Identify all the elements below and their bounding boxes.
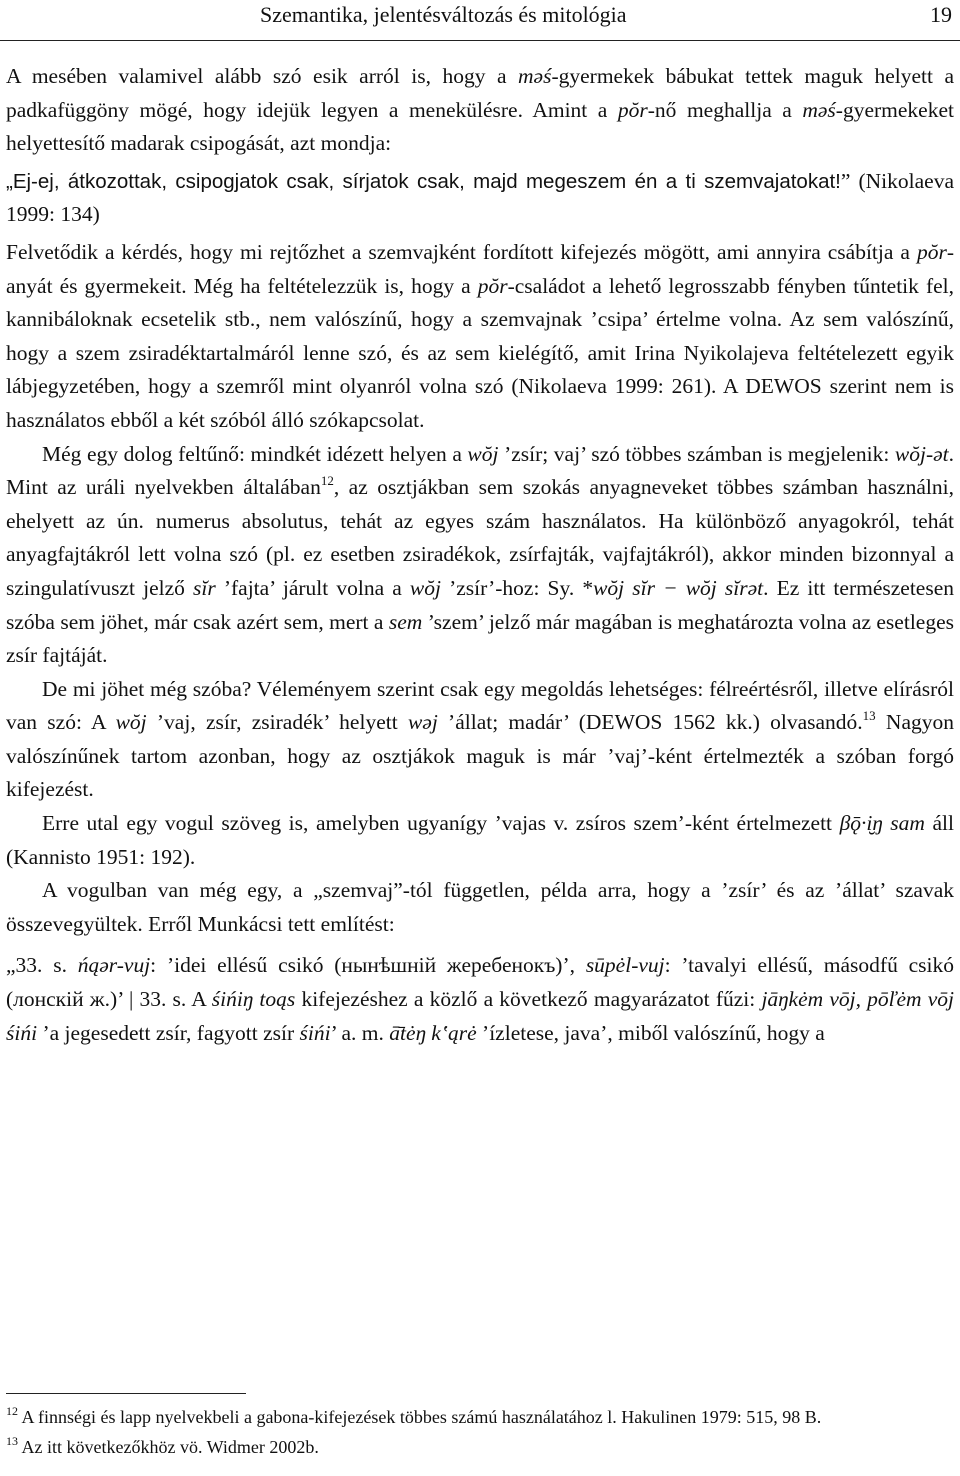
footnote-ref-12: 12: [320, 473, 334, 489]
footnote-13: $^{13}$ Az itt következőkhöz vö. Widmer 2002b.: [6, 1434, 319, 1457]
footnote-12: $^{12}$ A finnségi és lapp nyelvekbeli a gabona-kifejezések többes számú használatához l. Hakulinen 1979: 515, 98 B.: [6, 1404, 822, 1427]
page-number: 19: [930, 2, 952, 27]
footnote-marker-12: 12: [6, 1404, 18, 1418]
paragraph-6: Erre utal egy vogul szöveg is, amelyben ugyanígy ’vajas v. zsíros szem’-ként értelmezett βǭ·i̮ŋ sam áll (Kannisto 1951: 192).: [6, 811, 954, 869]
paragraph-7: A vogulban van még egy, a „szemvaj”-tól független, példa arra, hogy a ’zsír’ és az ’állat’ szavak összevegyültek. Erről Munkácsi tett említést:: [6, 878, 954, 936]
running-title: Szemantika, jelentésváltozás és mitológia: [260, 2, 627, 27]
paragraph-1: A mesében valamivel alább szó esik arról is, hogy a məś-gyermekek bábukat tettek maguk helyett a padkafüggöny mögé, hogy idejük legyen a menekülésre. Amint a pŏr-nő meghallja a məś-gyermekeket helyettesítő madarak csipogását, azt mondja:: [6, 64, 954, 156]
running-header: [0, 0, 960, 41]
quotation-nikolaeva: „Ej-ej, átkozottak, csipogjatok csak, sírjatok csak, majd megeszem én a ti szemvajatokat!” (Nikolaeva 1999: 134): [6, 168, 954, 227]
footnote-ref-13: 13: [862, 708, 876, 724]
paragraph-5: De mi jöhet még szóba? Véleményem szerint csak egy megoldás lehetséges: félreértésről, illetve elírásról van szó: A wŏj ’vaj, zsír, zsiradék’ helyett wəj ’állat; madár’ (DEWOS 1562 kk.) olvasandó.$^{13}$ Nagyon valószínűnek tartom azonban, hogy az osztjákok maguk is már ’vaj’-ként értelmezték a szóban forgó kifejezést.: [6, 676, 954, 802]
quotation-munkacsi: „33. s. ńąər-vuj: ’idei ellésű csikó (нынѣшнiй жеребенокъ)’, sūpėl-vuj: ’tavalyi ellésű, másodfű csikó (лонскiй ж.)’ | 33. s. A śińiŋ toąs kifejezéshez a közlő a következő magyarázatot fűzi: jāŋkėm vōj, pōľėm vōj śińi ’a jegesedett zsír, fagyott zsír śińi’ a. m. ā̄tėŋ kʽąrė ’ízletese, java’, miből valószínű, hogy a: [6, 953, 955, 1045]
footnote-marker-13: 13: [6, 1434, 18, 1448]
paragraph-4: Még egy dolog feltűnő: mindkét idézett helyen a wŏj ’zsír; vaj’ szó többes számban is megjelenik: wŏj-ət. Mint az uráli nyelvekben általában$^{12}$, az osztjákban sem szokás anyagneveket többes számban használni, ehelyett az ún. numerus absolutus, tehát az egyes szám használatos. Ha különböző anyagokról, tehát anyagfajtákról lett volna szó (pl. ez esetben zsiradékok, zsírfajták, vajfajtákról), akkor minden bizonnyal a szingulatívuszt jelző sĭr ’fajta’ járult volna a wŏj ’zsír’-hoz: Sy. *wŏj sĭr − wŏj sĭrət. Ez itt természetesen szóba sem jöhet, már csak azért sem, mert a sem ’szem’ jelző már magában is meghatározta volna az esetleges zsír fajtáját.: [6, 441, 955, 668]
paragraph-3: Felvetődik a kérdés, hogy mi rejtőzhet a szemvajként fordított kifejezés mögött, ami annyira csábítja a pŏr-anyát és gyermekeit. Még ha feltételezzük is, hogy a pŏr-családot a lehető legrosszabb fényben tűntetik fel, kannibáloknak ecsetelik stb., nem valószínű, hogy a szemvajnak ’csipa’ értelme volna. Az sem valószínű, hogy a szem zsiradéktartalmáról lenne szó, és az sem kielégítő, amit Irina Nyikolajeva feltételezett egyik lábjegyzetében, hogy a szemről mint olyanról volna szó (Nikolaeva 1999: 261). A DEWOS szerint nem is használatos ebből a két szóból álló szókapcsolat.: [6, 239, 955, 432]
footnotes: [6, 1388, 954, 1462]
main-text: [6, 60, 954, 1050]
